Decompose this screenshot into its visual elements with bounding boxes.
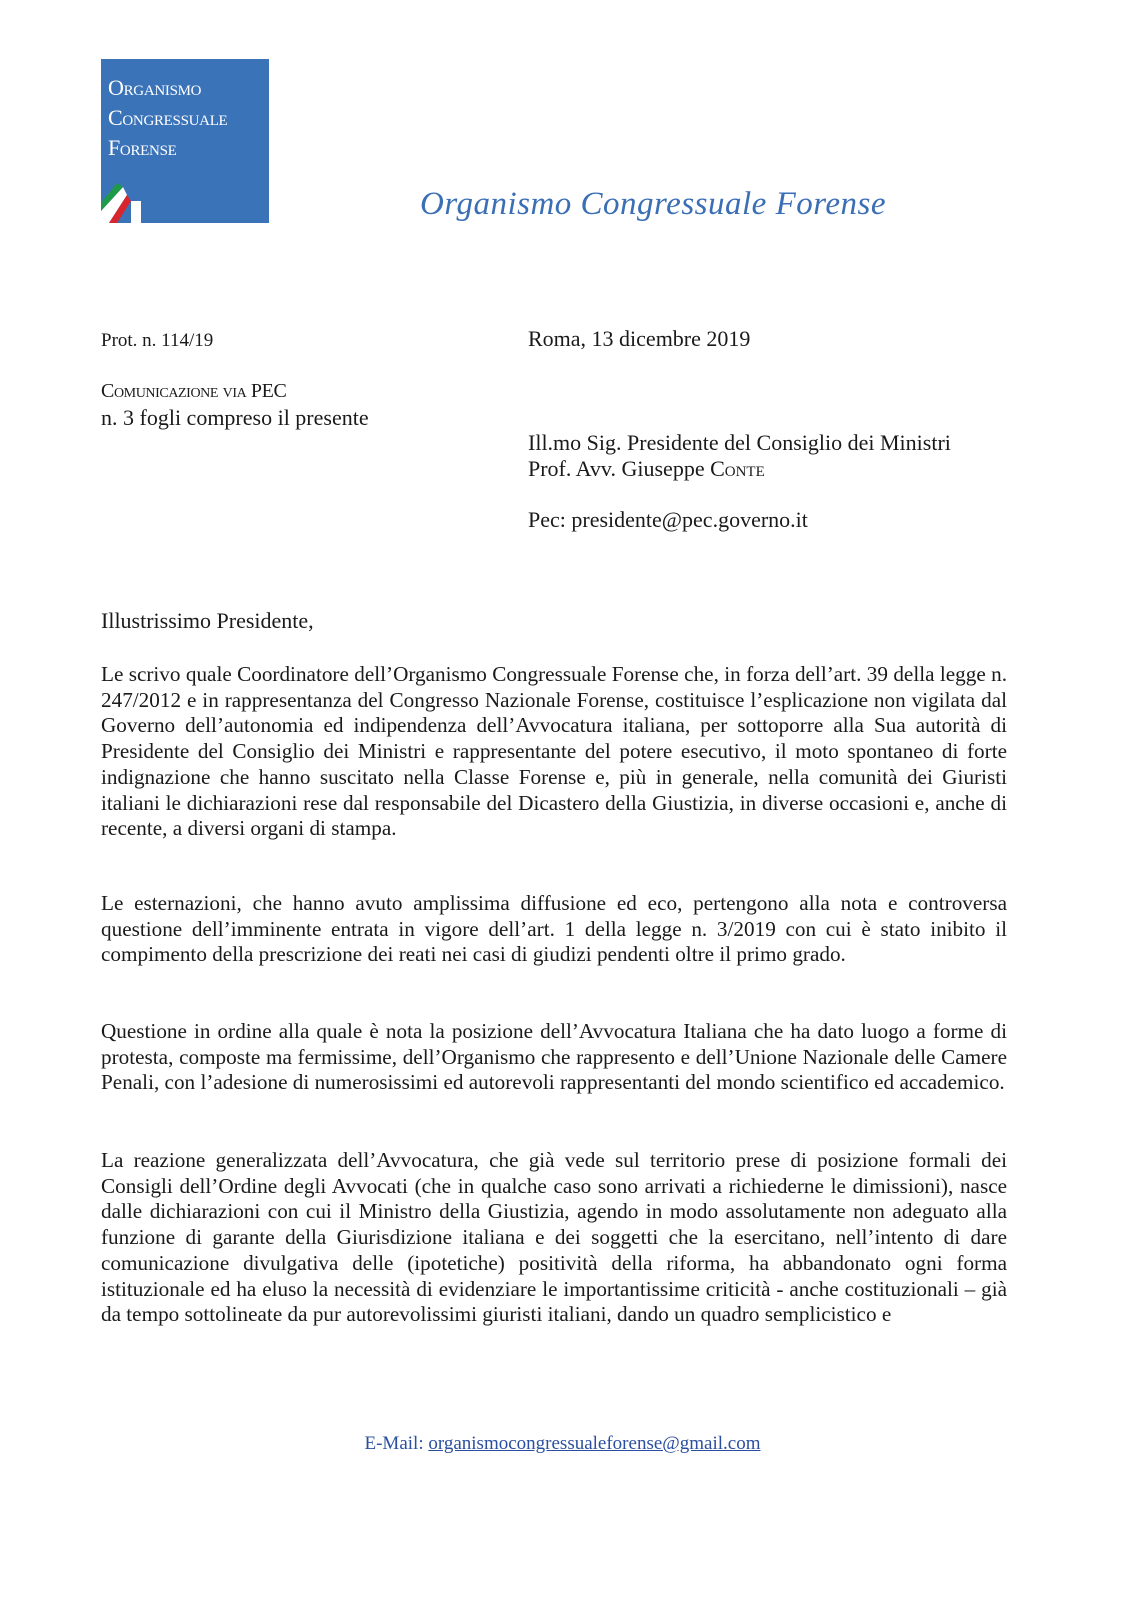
- place-and-date: Roma, 13 dicembre 2019: [528, 326, 751, 351]
- organization-logo: [101, 59, 269, 223]
- recipient-pec: Pec: presidente@pec.governo.it: [528, 507, 808, 532]
- recipient-surname: Conte: [710, 456, 765, 481]
- logo-text-line: Congressuale: [108, 105, 228, 130]
- email-link[interactable]: organismocongressualeforense@gmail.com: [428, 1433, 761, 1454]
- sheet-count: n. 3 fogli compreso il presente: [101, 405, 369, 430]
- tricolore-stripe-icon: [101, 181, 141, 223]
- organization-title: Organismo Congressuale Forense: [420, 186, 886, 222]
- email-label: E-Mail:: [364, 1433, 429, 1454]
- protocol-number: Prot. n. 114/19: [101, 330, 214, 351]
- letter-paragraph: Questione in ordine alla quale è nota la posizione dell’Avvocatura Italiana che ha dato luogo a forme di protesta, composte ma fermissime, dell’Organismo che rappresento e dell’Unione Nazionale delle Camere Penali, con l’adesione di numerosissimi ed autorevoli rappresentanti del mondo scientifico ed accademico.: [101, 1019, 1007, 1095]
- logo-text-line: Organismo: [108, 75, 202, 100]
- footer-contact: [0, 1433, 1125, 1455]
- communication-method: Comunicazione via PEC: [101, 380, 287, 402]
- letter-paragraph: La reazione generalizzata dell’Avvocatura, che già vede sul territorio prese di posizione formali dei Consigli dell’Ordine degli Avvocati (che in qualche caso sono arrivati a richiederne le dimissioni), nasce dalle dichiarazioni con cui il Ministro della Giustizia, agendo in modo assolutamente non adeguato alla funzione di garante della Giurisdizione italiana e dei soggetti che la esercitano, nell’intento di dare comunicazione divulgativa delle (ipotetiche) positività della riforma, ha abbandonato ogni forma istituzionale ed ha eluso la necessità di evidenziare le importantissime criticità - anche costituzionali – già da tempo sottolineate da pur autorevolissimi giuristi italiani, dando un quadro semplicistico e: [101, 1148, 1007, 1327]
- recipient-name-prefix: Prof. Avv. Giuseppe: [528, 456, 711, 481]
- logo-text-line: Forense: [108, 135, 177, 160]
- letter-paragraph: Le esternazioni, che hanno avuto amplissima diffusione ed eco, pertengono alla nota e controversa questione dell’imminente entrata in vigore dell’art. 1 della legge n. 3/2019 con cui è stato inibito il compimento della prescrizione dei reati nei casi di giudizi pendenti oltre il primo grado.: [101, 891, 1007, 967]
- recipient-title: Ill.mo Sig. Presidente del Consiglio dei Ministri: [528, 430, 951, 455]
- recipient-name: [528, 456, 765, 482]
- salutation: Illustrissimo Presidente,: [101, 608, 314, 633]
- letter-paragraph: Le scrivo quale Coordinatore dell’Organismo Congressuale Forense che, in forza dell’art. 39 della legge n. 247/2012 e in rappresentanza del Congresso Nazionale Forense, costituisce l’esplicazione non vigilata dal Governo dell’autonomia ed indipendenza dell’Avvocatura italiana, per sottoporre alla Sua autorità di Presidente del Consiglio dei Ministri e rappresentante del potere esecutivo, il moto spontaneo di forte indignazione che hanno suscitato nella Classe Forense e, più in generale, nella comunità dei Giuristi italiani le dichiarazioni rese dal responsabile del Dicastero della Giustizia, in diverse occasioni e, anche di recente, a diversi organi di stampa.: [101, 662, 1007, 841]
